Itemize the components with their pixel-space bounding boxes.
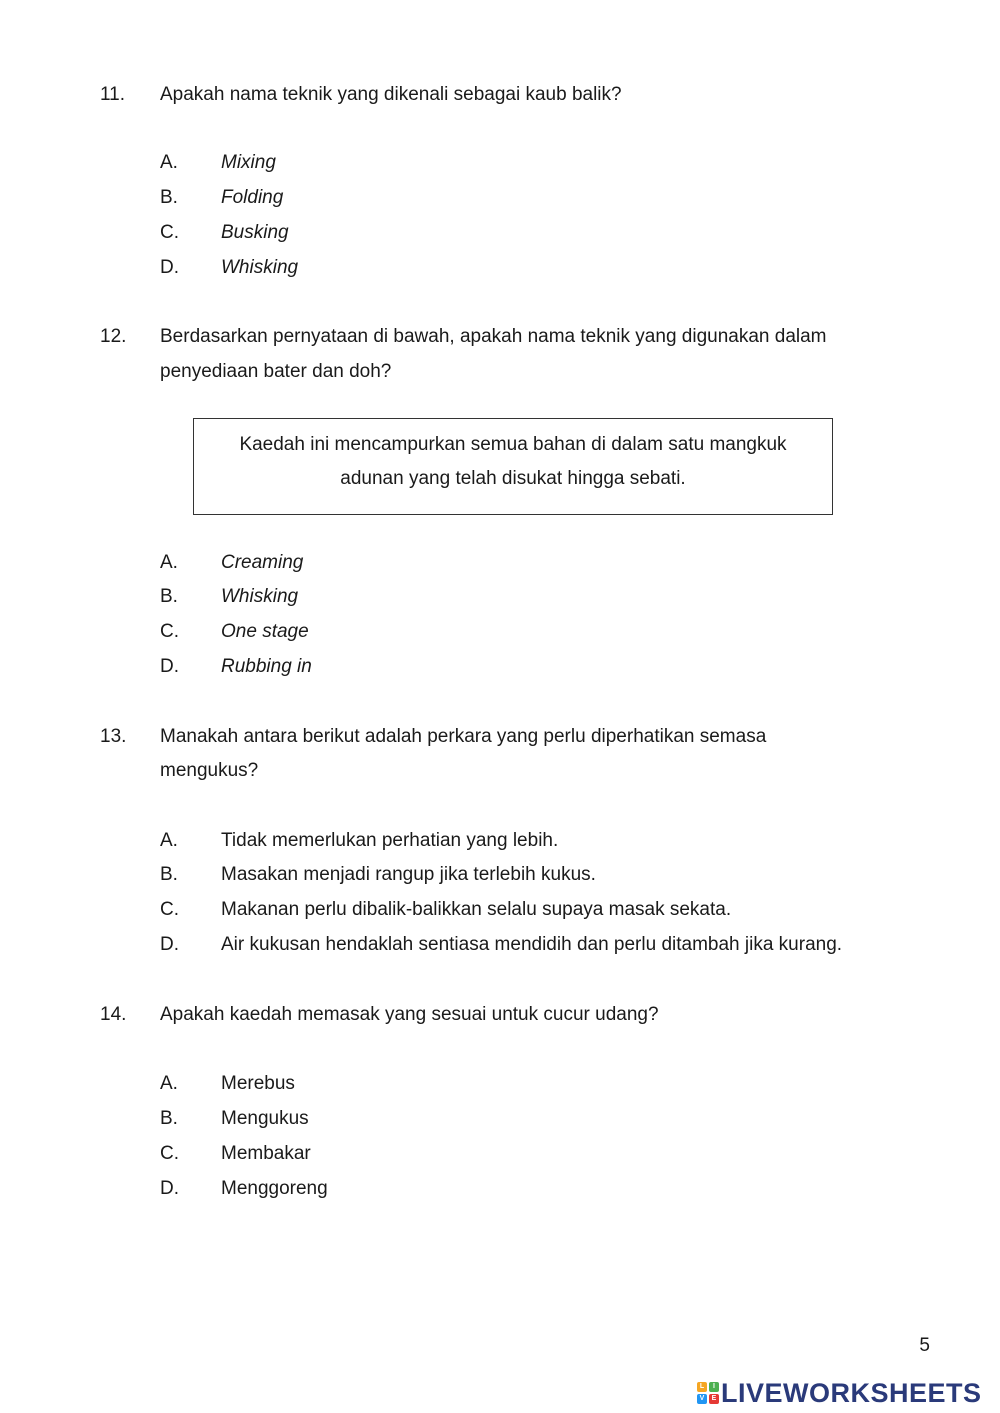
question-number: 14.	[100, 1004, 127, 1025]
option-letter: C.	[160, 899, 179, 920]
statement-box	[193, 418, 833, 515]
liveworksheets-logo[interactable]	[697, 1378, 982, 1408]
question-text: Apakah nama teknik yang dikenali sebagai kaub balik?	[160, 84, 622, 105]
option-text: Merebus	[221, 1073, 295, 1094]
option-text: Menggoreng	[221, 1178, 328, 1199]
option-letter: D.	[160, 1178, 179, 1199]
option-letter: C.	[160, 621, 179, 642]
question-text: penyediaan bater dan doh?	[160, 361, 392, 382]
option-text: Tidak memerlukan perhatian yang lebih.	[221, 830, 559, 851]
option-letter: B.	[160, 864, 178, 885]
option-text: Folding	[221, 187, 284, 208]
question-text: Manakah antara berikut adalah perkara yang perlu diperhatikan semasa	[160, 726, 767, 747]
option-letter: C.	[160, 1143, 179, 1164]
option-text: Masakan menjadi rangup jika terlebih kukus.	[221, 864, 596, 885]
question-number: 13.	[100, 726, 127, 747]
logo-tile: I	[709, 1382, 719, 1392]
option-letter: C.	[160, 222, 179, 243]
option-letter: B.	[160, 586, 178, 607]
question-number: 11.	[100, 84, 126, 105]
page-number: 5	[919, 1335, 930, 1356]
statement-line: Kaedah ini mencampurkan semua bahan di dalam satu mangkuk	[239, 434, 787, 455]
option-letter: A.	[160, 552, 178, 573]
logo-grid-icon	[697, 1382, 719, 1404]
option-letter: B.	[160, 187, 178, 208]
logo-tile: E	[709, 1394, 719, 1404]
option-text: Air kukusan hendaklah sentiasa mendidih dan perlu ditambah jika kurang.	[221, 934, 843, 955]
question-text: Berdasarkan pernyataan di bawah, apakah nama teknik yang digunakan dalam	[160, 326, 827, 347]
option-letter: D.	[160, 257, 179, 278]
question-text: mengukus?	[160, 760, 259, 781]
logo-tile: V	[697, 1394, 707, 1404]
option-text: Membakar	[221, 1143, 311, 1164]
option-letter: A.	[160, 830, 178, 851]
option-text: Rubbing in	[221, 656, 312, 677]
option-text: One stage	[221, 621, 309, 642]
question-number: 12.	[100, 326, 127, 347]
logo-text: LIVEWORKSHEETS	[721, 1377, 982, 1408]
option-text: Busking	[221, 222, 289, 243]
option-text: Creaming	[221, 552, 304, 573]
statement-line: adunan yang telah disukat hingga sebati.	[340, 468, 686, 489]
option-text: Whisking	[221, 586, 299, 607]
option-text: Whisking	[221, 257, 299, 278]
option-letter: B.	[160, 1108, 178, 1129]
option-letter: D.	[160, 934, 179, 955]
option-letter: A.	[160, 152, 178, 173]
option-letter: A.	[160, 1073, 178, 1094]
logo-tile: L	[697, 1382, 707, 1392]
option-text: Mixing	[221, 152, 276, 173]
option-letter: D.	[160, 656, 179, 677]
question-text: Apakah kaedah memasak yang sesuai untuk cucur udang?	[160, 1004, 659, 1025]
option-text: Mengukus	[221, 1108, 309, 1129]
option-text: Makanan perlu dibalik-balikkan selalu supaya masak sekata.	[221, 899, 732, 920]
